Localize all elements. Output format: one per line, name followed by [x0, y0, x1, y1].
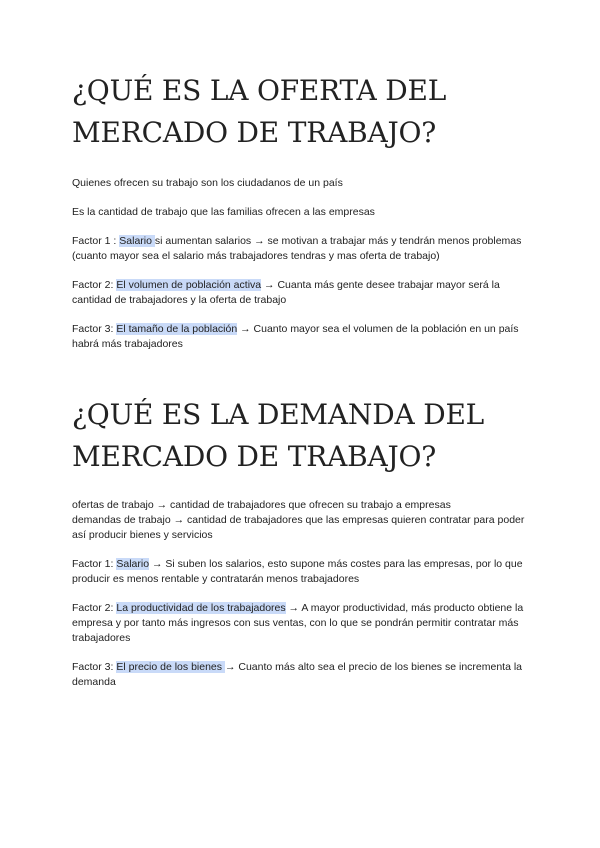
- demanda-factor-2: [72, 601, 532, 646]
- paragraph-quienes: Quienes ofrecen su trabajo son los ciudadanos de un país: [72, 177, 343, 189]
- oferta-factor-1: [72, 234, 532, 264]
- factor-text: → Cuanta más gente desee trabajar mayor será la cantidad de trabajadores y la oferta de trabajo: [72, 279, 500, 306]
- factor-prefix: Factor 1:: [72, 558, 117, 570]
- factor-highlight: La productividad de los trabajadores: [116, 602, 286, 614]
- factor-highlight: El volumen de población activa: [116, 279, 262, 291]
- factor-highlight: Salario: [119, 235, 155, 247]
- factor-prefix: Factor 2:: [72, 602, 117, 614]
- factor-prefix: Factor 2:: [72, 279, 117, 291]
- demanda-factor-3: [72, 660, 532, 690]
- factor-prefix: Factor 1 :: [72, 235, 120, 247]
- factor-prefix: Factor 3:: [72, 661, 117, 673]
- factor-highlight: El tamaño de la población: [116, 323, 238, 335]
- oferta-factor-3: [72, 322, 532, 352]
- paragraph-demandas-def: demandas de trabajo → cantidad de trabajadores que las empresas quieren contratar para poder así producir bienes y servicios: [72, 514, 525, 541]
- factor-text: → Cuanto más alto sea el precio de los bienes se incrementa la demanda: [72, 661, 523, 688]
- paragraph-cantidad: Es la cantidad de trabajo que las familias ofrecen a las empresas: [72, 206, 375, 218]
- factor-highlight: El precio de los bienes: [116, 661, 225, 673]
- factor-text: → Cuanto mayor sea el volumen de la población en un país habrá más trabajadores: [72, 323, 519, 350]
- document-page: [72, 70, 532, 690]
- heading-oferta: ¿QUÉ ES LA OFERTA DEL MERCADO DE TRABAJO?: [72, 74, 447, 149]
- oferta-factor-2: [72, 278, 532, 308]
- paragraph-ofertas-def: ofertas de trabajo → cantidad de trabajadores que ofrecen su trabajo a empresas: [72, 499, 451, 511]
- factor-text: si aumentan salarios → se motivan a trabajar más y tendrán menos problemas (cuanto mayor sea el salario más trabajadores tendras y mas oferta de trabajo): [72, 235, 522, 262]
- heading-demanda: ¿QUÉ ES LA DEMANDA DEL MERCADO DE TRABAJO?: [72, 398, 485, 473]
- factor-text: → A mayor productividad, más producto obtiene la empresa y por tanto más ingresos con sus ventas, con lo que se pondrán permitir contratar más trabajadores: [72, 602, 524, 644]
- factor-text: → Si suben los salarios, esto supone más costes para las empresas, por lo que producir es menos rentable y contratarán menos trabajadores: [72, 558, 523, 585]
- factor-highlight: Salario: [116, 558, 150, 570]
- demanda-factor-1: [72, 557, 532, 587]
- factor-prefix: Factor 3:: [72, 323, 117, 335]
